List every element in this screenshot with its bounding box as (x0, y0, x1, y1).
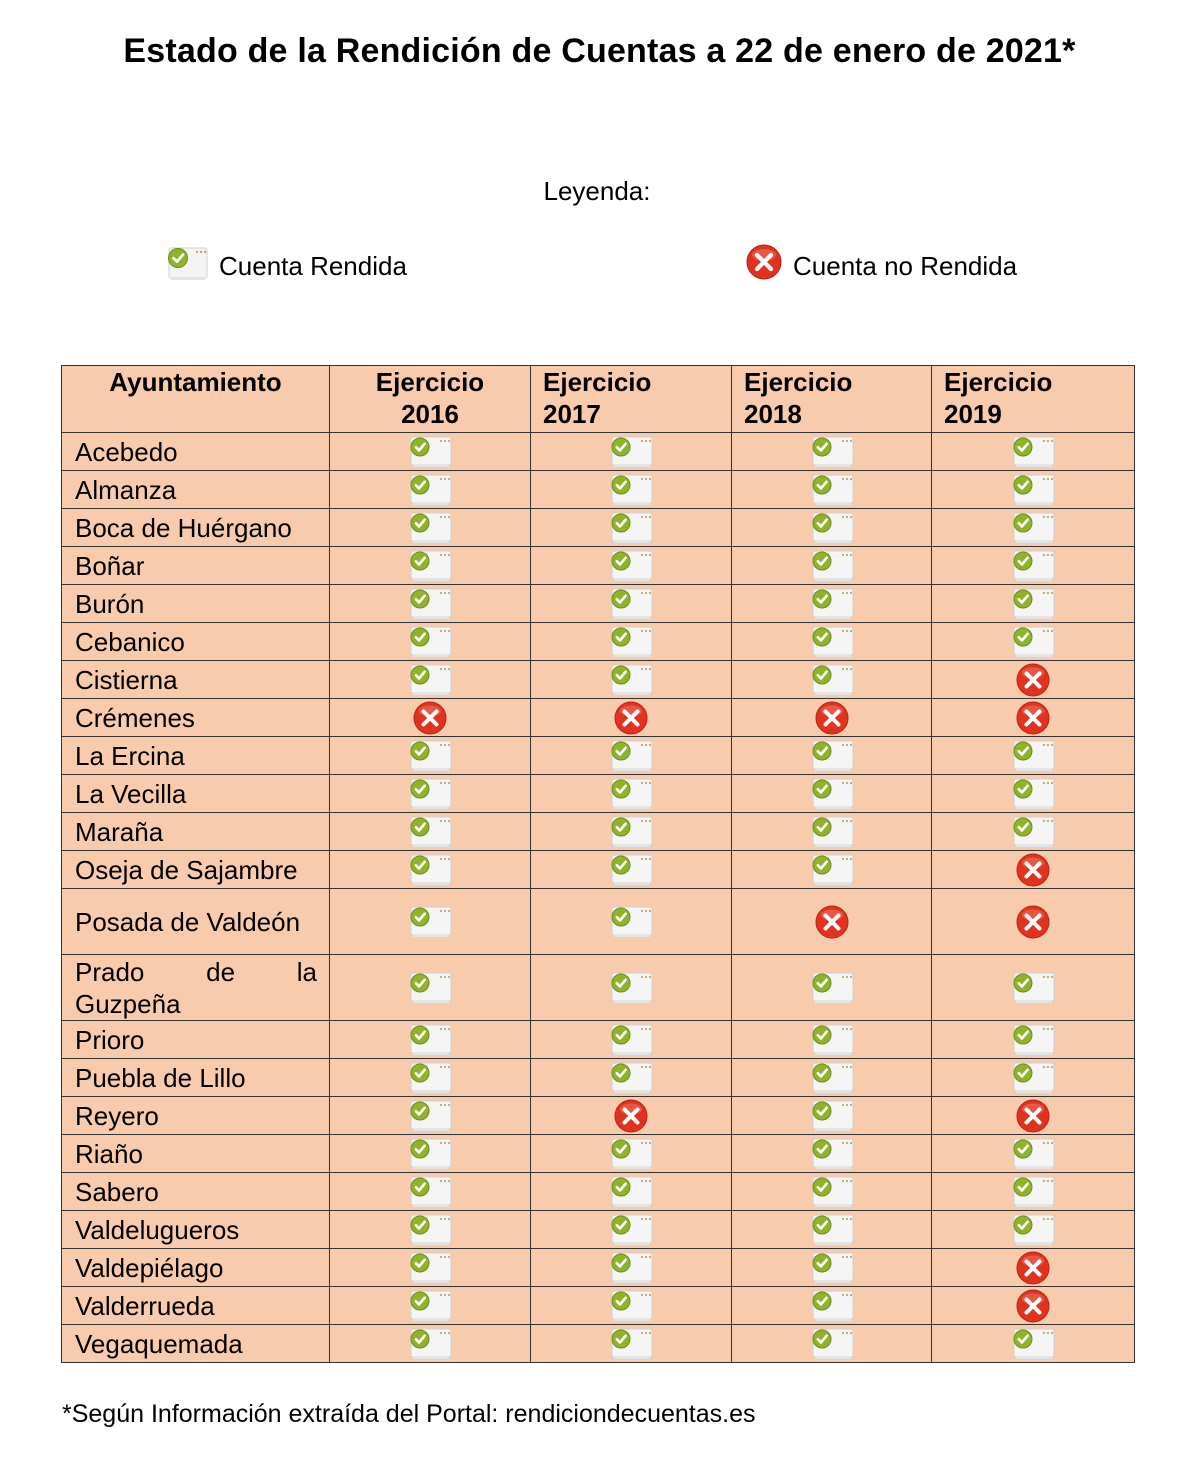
status-cell-2017 (531, 1021, 732, 1059)
check-document-icon (403, 905, 457, 939)
check-document-icon (805, 549, 859, 583)
header-ejercicio-2019: Ejercicio 2019 (932, 366, 1135, 433)
status-cell-2018 (732, 775, 932, 813)
status-cell-2016 (330, 1059, 531, 1097)
check-document-icon (604, 1251, 658, 1285)
check-document-icon (604, 1289, 658, 1323)
check-document-icon (805, 587, 859, 621)
check-document-icon (403, 511, 457, 545)
check-document-icon (403, 815, 457, 849)
check-document-icon (805, 625, 859, 659)
table-header-row (62, 366, 1135, 433)
check-document-icon (1006, 1175, 1060, 1209)
status-cell-2019 (932, 737, 1135, 775)
ayuntamiento-name: Valdelugueros (62, 1211, 330, 1249)
ayuntamiento-name: Prado de la Guzpeña (62, 955, 330, 1021)
table-row (62, 775, 1135, 813)
check-document-icon (604, 473, 658, 507)
check-document-icon (1006, 739, 1060, 773)
status-cell-2016 (330, 1135, 531, 1173)
status-cell-2019 (932, 1135, 1135, 1173)
check-document-icon (604, 435, 658, 469)
footnote: *Según Información extraída del Portal: rendiciondecuentas.es (62, 1400, 756, 1428)
status-cell-2016 (330, 1249, 531, 1287)
status-cell-2019 (932, 547, 1135, 585)
status-cell-2017 (531, 955, 732, 1021)
ayuntamiento-name: Prioro (62, 1021, 330, 1059)
legend-rendida (165, 240, 407, 284)
check-document-icon (604, 1213, 658, 1247)
table-row (62, 585, 1135, 623)
status-cell-2017 (531, 623, 732, 661)
status-cell-2019 (932, 623, 1135, 661)
status-cell-2019 (932, 1287, 1135, 1325)
status-cell-2018 (732, 813, 932, 851)
status-cell-2018 (732, 1325, 932, 1363)
red-x-icon (1013, 853, 1053, 887)
table-row (62, 1173, 1135, 1211)
status-cell-2017 (531, 661, 732, 699)
status-cell-2017 (531, 547, 732, 585)
table-row (62, 1135, 1135, 1173)
status-cell-2018 (732, 1249, 932, 1287)
check-document-icon (1006, 435, 1060, 469)
status-cell-2016 (330, 889, 531, 955)
check-document-icon (805, 1175, 859, 1209)
status-cell-2016 (330, 737, 531, 775)
header-ejercicio-2018: Ejercicio 2018 (732, 366, 932, 433)
ayuntamiento-name: Oseja de Sajambre (62, 851, 330, 889)
status-cell-2016 (330, 509, 531, 547)
ayuntamiento-name: Valderrueda (62, 1287, 330, 1325)
status-cell-2019 (932, 813, 1135, 851)
check-document-icon (805, 1061, 859, 1095)
red-x-icon (1013, 663, 1053, 697)
status-cell-2018 (732, 433, 932, 471)
status-cell-2017 (531, 1059, 732, 1097)
status-cell-2018 (732, 1211, 932, 1249)
status-cell-2018 (732, 1021, 932, 1059)
header-ejercicio-2016: Ejercicio 2016 (330, 366, 531, 433)
check-document-icon (403, 853, 457, 887)
table-row (62, 1287, 1135, 1325)
check-document-icon (403, 1175, 457, 1209)
status-cell-2019 (932, 1021, 1135, 1059)
status-cell-2016 (330, 1287, 531, 1325)
table-row (62, 1325, 1135, 1363)
table-row (62, 889, 1135, 955)
status-cell-2016 (330, 661, 531, 699)
status-cell-2016 (330, 955, 531, 1021)
table-row (62, 509, 1135, 547)
check-document-icon (604, 549, 658, 583)
status-cell-2016 (330, 585, 531, 623)
check-document-icon (805, 435, 859, 469)
header-ejercicio-2017: Ejercicio 2017 (531, 366, 732, 433)
page-title: Estado de la Rendición de Cuentas a 22 de enero de 2021* (123, 32, 1076, 70)
check-document-icon (805, 971, 859, 1005)
status-cell-2019 (932, 471, 1135, 509)
table-row (62, 737, 1135, 775)
status-cell-2018 (732, 585, 932, 623)
check-document-icon (805, 511, 859, 545)
status-cell-2017 (531, 1249, 732, 1287)
table-row (62, 851, 1135, 889)
status-cell-2018 (732, 1287, 932, 1325)
check-document-icon (805, 1327, 859, 1361)
status-cell-2018 (732, 737, 932, 775)
status-cell-2019 (932, 699, 1135, 737)
ayuntamiento-name: Crémenes (62, 699, 330, 737)
check-document-icon (403, 739, 457, 773)
table-row (62, 1249, 1135, 1287)
ayuntamiento-name: Puebla de Lillo (62, 1059, 330, 1097)
table-row (62, 1097, 1135, 1135)
check-document-icon (604, 625, 658, 659)
check-document-icon (604, 777, 658, 811)
ayuntamiento-name: Posada de Valdeón (62, 889, 330, 955)
check-document-icon (1006, 625, 1060, 659)
table-row (62, 661, 1135, 699)
check-document-icon (403, 587, 457, 621)
check-document-icon (403, 777, 457, 811)
ayuntamiento-name: Cistierna (62, 661, 330, 699)
ayuntamiento-name: Acebedo (62, 433, 330, 471)
legend-no-rendida-label: Cuenta no Rendida (793, 251, 1018, 281)
check-document-icon (805, 1099, 859, 1133)
status-cell-2019 (932, 775, 1135, 813)
status-cell-2017 (531, 889, 732, 955)
status-cell-2017 (531, 1287, 732, 1325)
status-cell-2019 (932, 509, 1135, 547)
status-cell-2018 (732, 889, 932, 955)
ayuntamiento-name: Boca de Huérgano (62, 509, 330, 547)
status-cell-2016 (330, 547, 531, 585)
table-row (62, 955, 1135, 1021)
check-document-icon (604, 1327, 658, 1361)
check-document-icon (805, 473, 859, 507)
red-x-icon (1013, 1099, 1053, 1133)
ayuntamiento-name: Almanza (62, 471, 330, 509)
check-document-icon (604, 663, 658, 697)
check-document-icon (1006, 1023, 1060, 1057)
ayuntamiento-name: La Vecilla (62, 775, 330, 813)
status-cell-2018 (732, 547, 932, 585)
legend-heading: Leyenda: (543, 176, 651, 206)
table-row (62, 547, 1135, 585)
status-cell-2017 (531, 433, 732, 471)
check-document-icon (403, 663, 457, 697)
check-document-icon (403, 971, 457, 1005)
check-document-icon (805, 663, 859, 697)
red-x-icon (745, 244, 785, 284)
status-cell-2018 (732, 509, 932, 547)
red-x-icon (1013, 1289, 1053, 1323)
status-cell-2017 (531, 509, 732, 547)
check-document-icon (403, 625, 457, 659)
check-document-icon (604, 739, 658, 773)
check-document-icon (805, 1137, 859, 1171)
table-row (62, 813, 1135, 851)
check-document-icon (805, 1251, 859, 1285)
table-row (62, 433, 1135, 471)
table-row (62, 623, 1135, 661)
ayuntamiento-name: Cebanico (62, 623, 330, 661)
status-cell-2018 (732, 699, 932, 737)
table-row (62, 699, 1135, 737)
table-row (62, 1059, 1135, 1097)
status-cell-2019 (932, 1097, 1135, 1135)
status-cell-2019 (932, 585, 1135, 623)
check-document-icon (604, 1023, 658, 1057)
red-x-icon (410, 701, 450, 735)
table-row (62, 471, 1135, 509)
check-document-icon (604, 1137, 658, 1171)
check-document-icon (1006, 1327, 1060, 1361)
accounts-table (61, 365, 1135, 1363)
check-document-icon (604, 905, 658, 939)
status-cell-2016 (330, 813, 531, 851)
legend-no-rendida (745, 240, 1017, 284)
red-x-icon (611, 701, 651, 735)
check-document-icon (403, 473, 457, 507)
status-cell-2017 (531, 471, 732, 509)
status-cell-2018 (732, 623, 932, 661)
status-cell-2016 (330, 1325, 531, 1363)
status-cell-2017 (531, 851, 732, 889)
check-document-icon (604, 587, 658, 621)
status-cell-2019 (932, 1173, 1135, 1211)
check-document-icon (1006, 549, 1060, 583)
status-cell-2017 (531, 813, 732, 851)
check-document-icon (805, 1023, 859, 1057)
check-document-icon (1006, 971, 1060, 1005)
ayuntamiento-name: Riaño (62, 1135, 330, 1173)
check-document-icon (403, 1251, 457, 1285)
ayuntamiento-name: Vegaquemada (62, 1325, 330, 1363)
status-cell-2018 (732, 1097, 932, 1135)
check-document-icon (604, 815, 658, 849)
red-x-icon (611, 1099, 651, 1133)
check-document-icon (1006, 1061, 1060, 1095)
status-cell-2018 (732, 471, 932, 509)
check-document-icon (403, 1061, 457, 1095)
check-document-icon (805, 1289, 859, 1323)
table-row (62, 1021, 1135, 1059)
check-document-icon (165, 244, 211, 284)
status-cell-2016 (330, 623, 531, 661)
status-cell-2019 (932, 1249, 1135, 1287)
check-document-icon (403, 435, 457, 469)
status-cell-2017 (531, 1097, 732, 1135)
status-cell-2016 (330, 1097, 531, 1135)
status-cell-2016 (330, 433, 531, 471)
status-cell-2019 (932, 1059, 1135, 1097)
status-cell-2016 (330, 1021, 531, 1059)
check-document-icon (604, 511, 658, 545)
check-document-icon (805, 815, 859, 849)
status-cell-2019 (932, 433, 1135, 471)
red-x-icon (1013, 701, 1053, 735)
check-document-icon (403, 1137, 457, 1171)
status-cell-2018 (732, 661, 932, 699)
status-cell-2017 (531, 699, 732, 737)
check-document-icon (604, 853, 658, 887)
check-document-icon (805, 1213, 859, 1247)
status-cell-2019 (932, 851, 1135, 889)
status-cell-2018 (732, 1173, 932, 1211)
ayuntamiento-name: Maraña (62, 813, 330, 851)
legend-rendida-label: Cuenta Rendida (219, 251, 407, 281)
status-cell-2019 (932, 661, 1135, 699)
status-cell-2017 (531, 1135, 732, 1173)
status-cell-2019 (932, 889, 1135, 955)
status-cell-2016 (330, 775, 531, 813)
ayuntamiento-name: Sabero (62, 1173, 330, 1211)
ayuntamiento-name: Valdepiélago (62, 1249, 330, 1287)
status-cell-2018 (732, 955, 932, 1021)
header-ayuntamiento: Ayuntamiento (62, 366, 330, 433)
check-document-icon (805, 777, 859, 811)
check-document-icon (1006, 1213, 1060, 1247)
check-document-icon (604, 971, 658, 1005)
status-cell-2019 (932, 1211, 1135, 1249)
check-document-icon (403, 1099, 457, 1133)
ayuntamiento-name: Boñar (62, 547, 330, 585)
ayuntamiento-name: Reyero (62, 1097, 330, 1135)
check-document-icon (1006, 473, 1060, 507)
red-x-icon (812, 905, 852, 939)
ayuntamiento-name: La Ercina (62, 737, 330, 775)
check-document-icon (604, 1061, 658, 1095)
status-cell-2018 (732, 1135, 932, 1173)
red-x-icon (1013, 905, 1053, 939)
check-document-icon (403, 1327, 457, 1361)
check-document-icon (403, 1213, 457, 1247)
status-cell-2016 (330, 851, 531, 889)
status-cell-2017 (531, 737, 732, 775)
status-cell-2016 (330, 471, 531, 509)
status-cell-2018 (732, 1059, 932, 1097)
status-cell-2019 (932, 1325, 1135, 1363)
status-cell-2017 (531, 1211, 732, 1249)
status-cell-2017 (531, 585, 732, 623)
check-document-icon (1006, 511, 1060, 545)
check-document-icon (805, 739, 859, 773)
check-document-icon (403, 549, 457, 583)
status-cell-2019 (932, 955, 1135, 1021)
ayuntamiento-name: Burón (62, 585, 330, 623)
check-document-icon (1006, 1137, 1060, 1171)
red-x-icon (812, 701, 852, 735)
status-cell-2017 (531, 1325, 732, 1363)
check-document-icon (604, 1175, 658, 1209)
table-row (62, 1211, 1135, 1249)
check-document-icon (1006, 815, 1060, 849)
status-cell-2016 (330, 699, 531, 737)
status-cell-2017 (531, 775, 732, 813)
check-document-icon (1006, 777, 1060, 811)
status-cell-2016 (330, 1173, 531, 1211)
status-cell-2017 (531, 1173, 732, 1211)
status-cell-2016 (330, 1211, 531, 1249)
check-document-icon (403, 1289, 457, 1323)
check-document-icon (1006, 587, 1060, 621)
red-x-icon (1013, 1251, 1053, 1285)
check-document-icon (403, 1023, 457, 1057)
check-document-icon (805, 853, 859, 887)
status-cell-2018 (732, 851, 932, 889)
